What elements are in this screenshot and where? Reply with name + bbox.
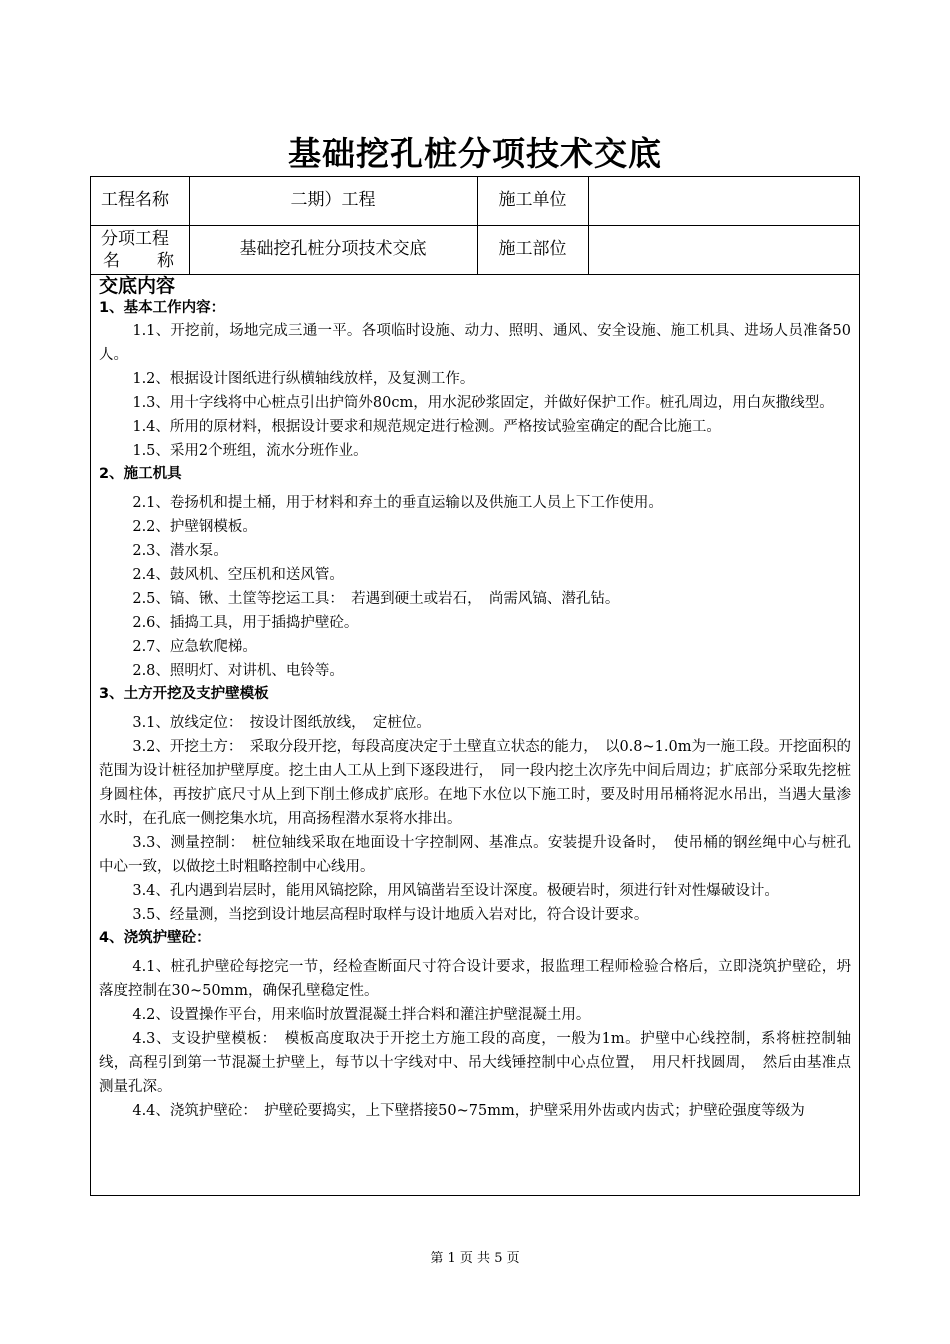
paragraph: 3.3、测量控制： 桩位轴线采取在地面设十字控制网、基准点。安装提升设备时， 使吊桶的钢丝绳中心与桩孔中心一致，以做挖土时粗略控制中心线用。 <box>99 835 851 875</box>
paragraph: 4.1、桩孔护壁砼每挖完一节，经检查断面尺寸符合设计要求，报监理工程师检验合格后，立即浇筑护壁砼，坍落度控制在30~50mm，确保孔壁稳定性。 <box>99 959 851 999</box>
paragraph: 2.7、应急软爬梯。 <box>132 639 257 655</box>
project-name-value: 二期）工程 <box>290 190 376 210</box>
sub-project-label <box>101 228 185 272</box>
construction-part-label: 施工部位 <box>498 239 567 259</box>
row-divider <box>91 225 859 226</box>
page-footer: 第 1 页 共 5 页 <box>430 1251 520 1266</box>
paragraph: 2.2、护壁钢模板。 <box>132 519 257 535</box>
paragraph: 3.2、开挖土方： 采取分段开挖，每段高度决定于土壁直立状态的能力， 以0.8~1.0m为一施工段。开挖面积的范围为设计桩径加护壁厚度。挖土由人工从上到下逐段进行， 同一段内挖土次序先中间后周边；扩底部分采取先挖桩身圆柱体，再按扩底尺寸从上到下削土修成扩底形。在地下水位以下施工时，要及时用吊桶将泥水吊出，当遇大量渗水时，在孔底一侧挖集水坑，用高扬程潜水泵将水排出。 <box>99 739 851 827</box>
paragraph: 2.1、卷扬机和提土桶，用于材料和弃土的垂直运输以及供施工人员上下工作使用。 <box>132 495 663 511</box>
paragraph: 2.4、鼓风机、空压机和送风管。 <box>132 567 344 583</box>
paragraph: 1.5、采用2个班组，流水分班作业。 <box>132 443 368 459</box>
paragraph: 4.2、设置操作平台，用来临时放置混凝土拌合料和灌注护壁混凝土用。 <box>132 1007 591 1023</box>
construction-unit-label: 施工单位 <box>498 190 567 210</box>
sub-project-label-line2: 名 称 <box>103 251 184 271</box>
paragraph: 3.4、孔内遇到岩层时，能用风镐挖除，用风镐凿岩至设计深度。极硬岩时，须进行针对性爆破设计。 <box>132 883 779 899</box>
paragraph: 1.2、根据设计图纸进行纵横轴线放样，及复测工作。 <box>132 371 475 387</box>
paragraph: 2.6、插捣工具，用于插捣护壁砼。 <box>132 615 359 631</box>
section-heading: 4、浇筑护壁砼： <box>99 930 211 946</box>
section-heading: 1、基本工作内容： <box>99 300 226 316</box>
sub-project-value: 基础挖孔桩分项技术交底 <box>239 239 427 259</box>
project-name-label: 工程名称 <box>101 190 169 210</box>
paragraph: 2.8、照明灯、对讲机、电铃等。 <box>132 663 344 679</box>
paragraph: 4.3、支设护壁模板： 模板高度取决于开挖土方施工段的高度，一般为1m。护壁中心线控制，系将桩控制轴线，高程引到第一节混凝土护壁上，每节以十字线对中、吊大线锤控制中心点位置， 用尺杆找圆周， 然后由基准点测量孔深。 <box>99 1031 851 1095</box>
paragraph: 1.3、用十字线将中心桩点引出护筒外80cm，用水泥砂浆固定，并做好保护工作。桩孔周边，用白灰撒线型。 <box>132 395 834 411</box>
paragraph: 2.5、镐、锹、土筐等挖运工具： 若遇到硬土或岩石， 尚需风镐、潜孔钻。 <box>132 591 620 607</box>
section-heading: 2、施工机具 <box>99 466 182 482</box>
content-heading: 交底内容 <box>99 275 176 297</box>
sub-project-label-line1: 分项工程 <box>101 229 169 249</box>
paragraph: 2.3、潜水泵。 <box>132 543 228 559</box>
paragraph: 3.5、经量测，当挖到设计地层高程时取样与设计地质入岩对比，符合设计要求。 <box>132 907 649 923</box>
paragraph: 1.4、所用的原材料，根据设计要求和规范规定进行检测。严格按试验室确定的配合比施工。 <box>132 419 721 435</box>
column-divider <box>588 177 589 274</box>
paragraph: 3.1、放线定位： 按设计图纸放线， 定桩位。 <box>132 715 431 731</box>
disclosure-table <box>90 176 860 1196</box>
document-title: 基础挖孔桩分项技术交底 <box>288 134 662 173</box>
section-heading: 3、土方开挖及支护壁模板 <box>99 686 269 702</box>
paragraph: 1.1、开挖前，场地完成三通一平。各项临时设施、动力、照明、通风、安全设施、施工机具、进场人员准备50人。 <box>99 323 851 363</box>
paragraph: 4.4、浇筑护壁砼： 护壁砼要捣实，上下壁搭接50~75mm，护壁采用外齿或内齿式；护壁砼强度等级为 <box>132 1103 805 1119</box>
disclosure-content <box>99 275 851 1123</box>
